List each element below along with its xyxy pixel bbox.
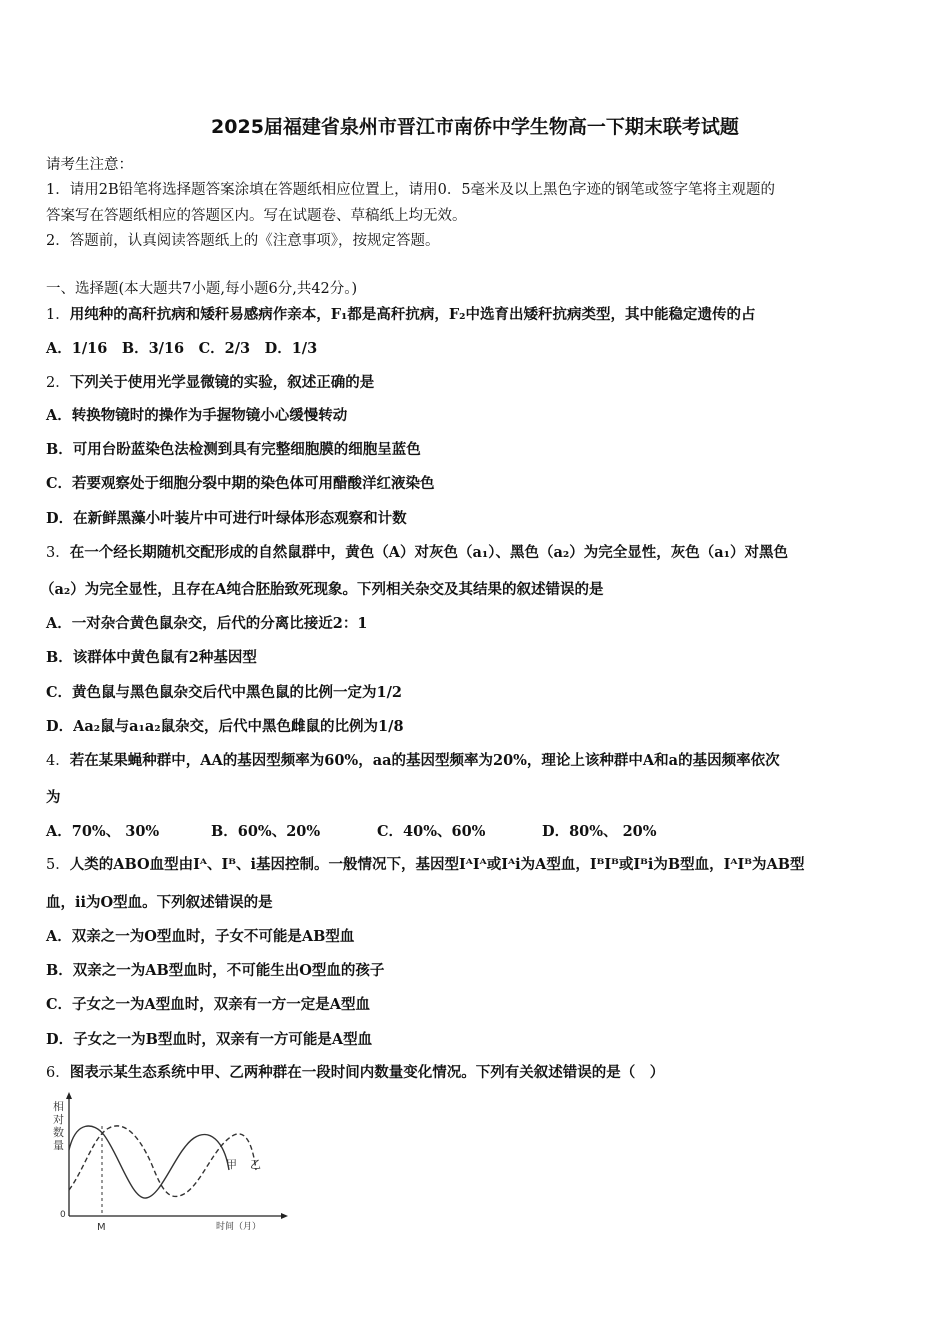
- option-a: A．一对杂合黄色鼠杂交，后代的分离比接近2：1: [46, 615, 368, 632]
- y-label-char: 相: [53, 1100, 64, 1113]
- option-b: B．60%、20%: [211, 823, 321, 840]
- series-jia-label: 甲: [226, 1158, 237, 1171]
- question-number: 3．: [46, 545, 70, 561]
- option-b: B．双亲之一为AB型血时，不可能生出O型血的孩子: [46, 962, 385, 979]
- question-number: 5．: [46, 857, 70, 873]
- option-d: D．子女之一为B型血时，双亲有一方可能是A型血: [46, 1031, 373, 1048]
- option-c: C．黄色鼠与黑色鼠杂交后代中黑色鼠的比例一定为1/2: [46, 684, 403, 701]
- question-1-options: A．1/16 B．3/16 C．2/3 D．1/3: [46, 340, 318, 357]
- series-jia-line: [69, 1126, 229, 1198]
- population-graph: [44, 1090, 294, 1235]
- page-title: 2025届福建省泉州市晋江市南侨中学生物高一下期末联考试题: [211, 116, 739, 138]
- option-d: D．Aa₂鼠与a₁a₂鼠杂交，后代中黑色雌鼠的比例为1/8: [46, 718, 404, 735]
- question-number: 6．: [46, 1065, 70, 1081]
- question-5: [46, 853, 805, 874]
- y-label-char: 数: [53, 1126, 64, 1139]
- origin-label: 0: [60, 1210, 66, 1220]
- question-3: [46, 541, 788, 562]
- y-label-char: 量: [53, 1139, 64, 1152]
- notice-item-1-line-2: 答案写在答题纸相应的答题区内。写在试题卷、草稿纸上均无效。: [46, 208, 467, 224]
- option-c: C．子女之一为A型血时，双亲有一方一定是A型血: [46, 996, 371, 1013]
- question-stem: 图表示某生态系统中甲、乙两种群在一段时间内数量变化情况。下列有关叙述错误的是（ ）: [69, 1064, 665, 1081]
- option-b: B．该群体中黄色鼠有2种基因型: [46, 649, 257, 666]
- x-axis-arrow: [281, 1213, 288, 1219]
- question-stem-line-2: 血，ii为O型血。下列叙述错误的是: [46, 894, 273, 911]
- m-marker-label: M: [97, 1222, 106, 1233]
- question-stem-line-2: 为: [46, 789, 61, 806]
- question-number: 4．: [46, 753, 70, 769]
- question-number: 1．: [46, 307, 70, 323]
- series-yi-label: 乙: [250, 1158, 261, 1171]
- option-d: D．80%、 20%: [542, 823, 657, 840]
- question-number: 2．: [46, 375, 70, 391]
- question-stem-line-1: 若在某果蝇种群中，AA的基因型频率为60%，aa的基因型频率为20%，理论上该种群中A和a的基因频率依次: [69, 752, 780, 769]
- question-stem-line-1: 人类的ABO血型由Iᴬ、Iᴮ、i基因控制。一般情况下，基因型IᴬIᴬ或Iᴬi为A型血，IᴮIᴮ或Iᴮi为B型血，IᴬIᴮ为AB型: [69, 856, 805, 873]
- option-a: A．转换物镜时的操作为手握物镜小心缓慢转动: [46, 407, 348, 424]
- section-heading: 一、选择题(本大题共7小题,每小题6分,共42分。): [46, 281, 358, 297]
- question-stem: 下列关于使用光学显微镜的实验，叙述正确的是: [69, 374, 375, 391]
- question-stem-line-2: （a₂）为完全显性，且存在A纯合胚胎致死现象。下列相关杂交及其结果的叙述错误的是: [40, 581, 604, 598]
- question-1: [46, 303, 756, 324]
- y-axis-arrow: [66, 1092, 72, 1099]
- option-d: D．在新鲜黑藻小叶装片中可进行叶绿体形态观察和计数: [46, 510, 407, 527]
- option-c: C．若要观察处于细胞分裂中期的染色体可用醋酸洋红液染色: [46, 475, 435, 492]
- option-c: C．40%、60%: [377, 823, 486, 840]
- question-stem-line-1: 在一个经长期随机交配形成的自然鼠群中，黄色（A）对灰色（a₁）、黑色（a₂）为完全显性，灰色（a₁）对黑色: [69, 544, 788, 561]
- notice-item-1-line-1: 1．请用2B铅笔将选择题答案涂填在答题纸相应位置上，请用0．5毫米及以上黑色字迹的钢笔或签字笔将主观题的: [46, 182, 776, 198]
- question-4: [46, 749, 780, 770]
- x-axis-label: 时间（月）: [216, 1222, 262, 1232]
- option-b: B．可用台盼蓝染色法检测到具有完整细胞膜的细胞呈蓝色: [46, 441, 421, 458]
- question-6: [46, 1061, 664, 1082]
- question-2: [46, 371, 374, 392]
- notice-heading: 请考生注意：: [46, 157, 133, 173]
- question-stem: 用纯种的高秆抗病和矮秆易感病作亲本，F₁都是高秆抗病，F₂中选育出矮秆抗病类型，其中能稳定遗传的占: [69, 306, 756, 323]
- option-a: A．70%、 30%: [46, 823, 160, 840]
- y-label-char: 对: [53, 1113, 64, 1126]
- notice-item-2: 2．答题前，认真阅读答题纸上的《注意事项》，按规定答题。: [46, 233, 440, 249]
- option-a: A．双亲之一为O型血时，子女不可能是AB型血: [46, 928, 355, 945]
